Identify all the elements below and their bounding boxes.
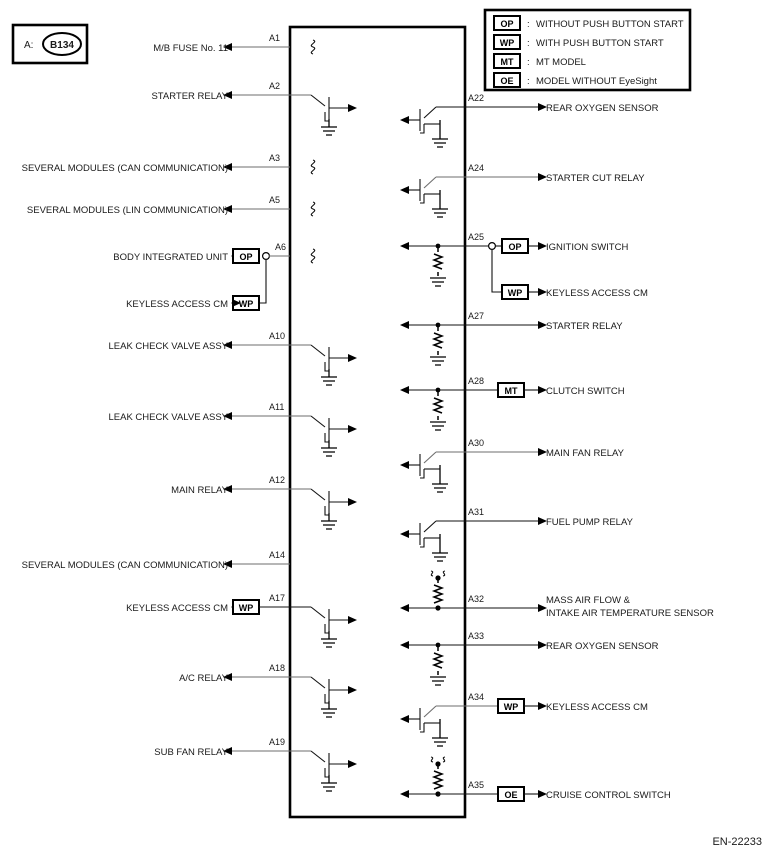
legend-tag-op-label: OP <box>500 19 514 29</box>
connector-id-value: B134 <box>50 40 74 51</box>
pin-row-A32 <box>400 571 714 619</box>
pin-A11-number: A11 <box>269 402 285 412</box>
series-resistor-break-A35 <box>400 757 445 798</box>
pin-A24-label: STARTER CUT RELAY <box>546 173 645 184</box>
pin-A3-label: SEVERAL MODULES (CAN COMMUNICATION) <box>21 163 228 174</box>
pin-row-A3 <box>22 153 315 174</box>
connector-id-prefix: A: <box>24 40 34 51</box>
pin-A25-tag-op-label: OP <box>508 242 522 252</box>
legend-wp-description: WITH PUSH BUTTON START <box>536 38 664 49</box>
pin-A30-label: MAIN FAN RELAY <box>546 448 624 459</box>
pin-A18-label: A/C RELAY <box>179 673 228 684</box>
pin-A33-label: REAR OXYGEN SENSOR <box>546 641 659 652</box>
pin-A35-tag-oe-label: OE <box>504 790 518 800</box>
pin-A32-number: A32 <box>468 594 485 604</box>
pin-A34-tag-wp-label: WP <box>503 702 519 712</box>
pin-A27-label: STARTER RELAY <box>546 321 623 332</box>
pin-A32-label-line2: INTAKE AIR TEMPERATURE SENSOR <box>546 608 714 619</box>
pin-A31-label: FUEL PUMP RELAY <box>546 517 633 528</box>
transistor-A11 <box>311 416 357 456</box>
wire-break-A6 <box>311 249 314 263</box>
legend-item-oe <box>494 73 657 87</box>
pin-A25-label: IGNITION SWITCH <box>546 242 629 253</box>
legend-item-op <box>494 16 684 30</box>
legend-item-wp <box>494 35 664 49</box>
transistor-A31 <box>400 521 448 561</box>
pin-A6-branch-node <box>263 253 270 260</box>
pin-A25-branch-tag-wp-label: WP <box>507 288 523 298</box>
pin-A32-label: MASS AIR FLOW & <box>546 595 630 606</box>
pin-A12-label: MAIN RELAY <box>171 485 228 496</box>
legend-tag-wp-label: WP <box>499 38 515 48</box>
pin-A14-number: A14 <box>269 550 286 560</box>
pin-row-A5 <box>27 195 315 216</box>
pulldown-resistor-A25 <box>400 242 446 286</box>
pin-A24-number: A24 <box>468 163 485 173</box>
pin-row-A34 <box>400 692 648 746</box>
pin-row-A35 <box>400 757 671 801</box>
pin-A10-number: A10 <box>269 331 286 341</box>
pin-A6-branch-tag-wp-label: WP <box>238 299 254 309</box>
pin-row-A27 <box>400 311 623 365</box>
pin-A1-label: M/B FUSE No. 11 <box>153 43 228 54</box>
legend-tag-oe-label: OE <box>500 76 514 86</box>
transistor-A30 <box>400 452 448 492</box>
transistor-A10 <box>311 345 357 385</box>
pin-row-A19 <box>154 737 357 791</box>
pin-A5-number: A5 <box>269 195 281 205</box>
pin-row-A22 <box>400 93 659 147</box>
pin-row-A14 <box>22 550 290 571</box>
pin-A6-branch-label: KEYLESS ACCESS CM <box>126 299 228 310</box>
pin-A25-branch-node <box>489 243 496 250</box>
pin-row-A11 <box>108 402 357 456</box>
transistor-A34 <box>400 706 448 746</box>
pulldown-resistor-A28 <box>400 386 446 430</box>
pin-A6-number: A6 <box>275 242 287 252</box>
pin-A11-label: LEAK CHECK VALVE ASSY <box>108 412 228 423</box>
transistor-A18 <box>311 677 357 717</box>
transistor-A12 <box>311 489 357 529</box>
pin-A6-tag-op-label: OP <box>239 252 253 262</box>
pin-row-A30 <box>400 438 625 492</box>
pin-row-A10 <box>108 331 357 385</box>
pin-A31-number: A31 <box>468 507 485 517</box>
pin-A25-number: A25 <box>468 232 485 242</box>
legend-op-separator: : <box>527 19 530 30</box>
legend-item-mt <box>494 54 586 68</box>
legend-tag-mt-label: MT <box>500 57 514 67</box>
pin-A2-label: STARTER RELAY <box>151 91 228 102</box>
transistor-A17 <box>311 607 357 647</box>
pin-A17-number: A17 <box>269 593 286 603</box>
transistor-A22 <box>400 107 448 147</box>
pulldown-resistor-A27 <box>400 321 446 365</box>
pin-A19-number: A19 <box>269 737 286 747</box>
pin-row-A6 <box>113 242 314 310</box>
pin-A5-label: SEVERAL MODULES (LIN COMMUNICATION) <box>26 205 228 216</box>
legend-wp-separator: : <box>527 38 530 49</box>
pin-A1-number: A1 <box>269 33 281 43</box>
pin-A28-label: CLUTCH SWITCH <box>546 386 625 397</box>
pin-row-A28 <box>400 376 625 430</box>
pin-row-A31 <box>400 507 634 561</box>
pin-A2-number: A2 <box>269 81 281 91</box>
legend-mt-description: MT MODEL <box>536 57 586 68</box>
pin-A25-branch-label: KEYLESS ACCESS CM <box>546 288 648 299</box>
pin-row-A17 <box>126 593 357 647</box>
pin-A19-label: SUB FAN RELAY <box>154 747 228 758</box>
pin-A6-branch-wire <box>259 259 266 303</box>
pin-A30-number: A30 <box>468 438 485 448</box>
pin-row-A18 <box>179 663 357 717</box>
transistor-A19 <box>311 751 357 791</box>
pin-row-A33 <box>400 631 659 685</box>
pin-A6-label: BODY INTEGRATED UNIT <box>113 252 228 263</box>
pin-row-A25 <box>400 232 648 299</box>
pin-A25-branch-wire <box>492 249 502 292</box>
pin-A28-number: A28 <box>468 376 485 386</box>
pin-A22-label: REAR OXYGEN SENSOR <box>546 103 659 114</box>
pin-A34-number: A34 <box>468 692 485 702</box>
pin-A22-number: A22 <box>468 93 485 103</box>
pin-A17-label: KEYLESS ACCESS CM <box>126 603 228 614</box>
pin-A18-number: A18 <box>269 663 286 673</box>
pin-row-A12 <box>171 475 357 529</box>
pin-row-A2 <box>151 81 357 135</box>
legend-mt-separator: : <box>527 57 530 68</box>
figure-code: EN-22233 <box>712 836 762 848</box>
pin-A27-number: A27 <box>468 311 485 321</box>
pin-A34-label: KEYLESS ACCESS CM <box>546 702 648 713</box>
legend-op-description: WITHOUT PUSH BUTTON START <box>536 19 684 30</box>
pulldown-resistor-A33 <box>400 641 446 685</box>
pin-A35-number: A35 <box>468 780 485 790</box>
transistor-A24 <box>400 177 448 217</box>
legend-oe-separator: : <box>527 76 530 87</box>
transistor-A2 <box>311 95 357 135</box>
pin-A12-number: A12 <box>269 475 286 485</box>
wire-break-A3 <box>311 160 314 174</box>
series-resistor-break-A32 <box>400 571 445 612</box>
pin-row-A24 <box>400 163 645 217</box>
pin-A17-tag-wp-label: WP <box>238 603 254 613</box>
pin-A3-number: A3 <box>269 153 281 163</box>
pin-A28-tag-mt-label: MT <box>504 386 518 396</box>
pin-A33-number: A33 <box>468 631 485 641</box>
wire-break-A5 <box>311 202 314 216</box>
pin-A14-label: SEVERAL MODULES (CAN COMMUNICATION) <box>21 560 228 571</box>
wire-break-A1 <box>311 40 314 54</box>
pin-A35-label: CRUISE CONTROL SWITCH <box>546 790 671 801</box>
pin-A10-label: LEAK CHECK VALVE ASSY <box>108 341 228 352</box>
legend-oe-description: MODEL WITHOUT EyeSight <box>536 76 657 87</box>
